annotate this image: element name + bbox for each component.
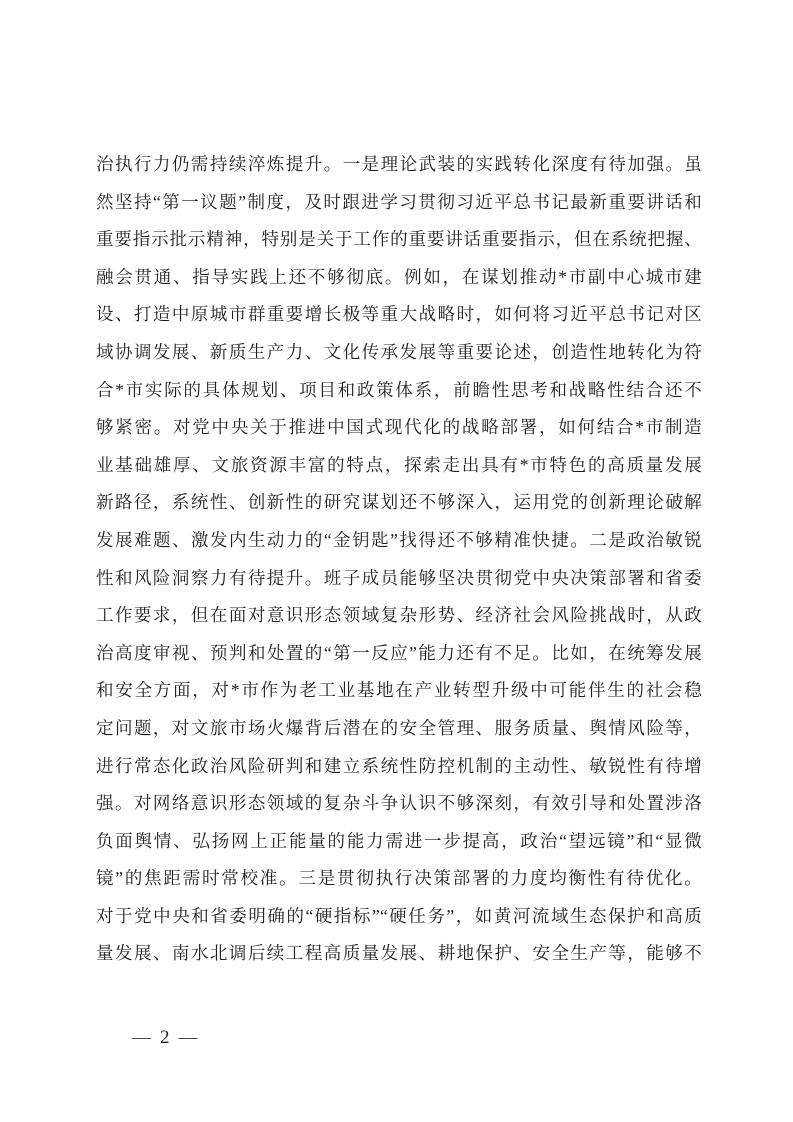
footer-dash-right: — [178,1027,198,1048]
text-line: 和安全方面，对*市作为老工业基地在产业转型升级中可能伴生的社会稳 [96,680,702,701]
text-line: 设、打造中原城市群重要增长极等重大战略时，如何将习近平总书记对区 [96,304,702,325]
page-footer [132,1026,198,1050]
body-text-block [96,146,702,973]
text-line: 治高度审视、预判和处置的“第一反应”能力还有不足。比如，在统筹发展 [96,642,702,663]
text-line: 定问题，对文旅市场火爆背后潜在的安全管理、服务质量、舆情风险等， [96,717,702,738]
text-line: 进行常态化政治风险研判和建立系统性防控机制的主动性、敏锐性有待增 [96,755,702,776]
page-number: 2 [160,1027,170,1048]
text-line: 重要指示批示精神，特别是关于工作的重要讲话重要指示，但在系统把握、 [96,229,702,250]
text-line: 新路径，系统性、创新性的研究谋划还不够深入，运用党的创新理论破解 [96,492,702,513]
footer-dash-left: — [132,1027,151,1048]
text-line: 融会贯通、指导实践上还不够彻底。例如，在谋划推动*市副中心城市建 [96,266,702,287]
text-line: 负面舆情、弘扬网上正能量的能力需进一步提高，政治“望远镜”和“显微 [96,830,702,851]
text-line: 性和风险洞察力有待提升。班子成员能够坚决贯彻党中央决策部署和省委 [96,567,702,588]
text-line: 然坚持“第一议题”制度，及时跟进学习贯彻习近平总书记最新重要讲话和 [96,191,702,212]
text-line: 强。对网络意识形态领域的复杂斗争认识不够深刻，有效引导和处置涉洛 [96,793,702,814]
text-line: 发展难题、激发内生动力的“金钥匙”找得还不够精准快捷。二是政治敏锐 [96,529,702,550]
text-line: 治执行力仍需持续淬炼提升。一是理论武装的实践转化深度有待加强。虽 [96,154,702,174]
text-line: 对于党中央和省委明确的“硬指标”“硬任务”，如黄河流域生态保护和高质 [96,905,702,926]
text-line: 业基础雄厚、文旅资源丰富的特点，探索走出具有*市特色的高质量发展 [96,454,702,475]
text-line: 域协调发展、新质生产力、文化传承发展等重要论述，创造性地转化为符 [96,341,702,362]
text-line: 工作要求，但在面对意识形态领域复杂形势、经济社会风险挑战时，从政 [96,605,702,626]
text-line: 量发展、南水北调后续工程高质量发展、耕地保护、安全生产等，能够不 [96,943,702,964]
text-line: 合*市实际的具体规划、项目和政策体系，前瞻性思考和战略性结合还不 [96,379,702,400]
text-line: 够紧密。对党中央关于推进中国式现代化的战略部署，如何结合*市制造 [96,417,702,438]
text-line: 镜”的焦距需时常校准。三是贯彻执行决策部署的力度均衡性有待优化。 [96,868,702,889]
